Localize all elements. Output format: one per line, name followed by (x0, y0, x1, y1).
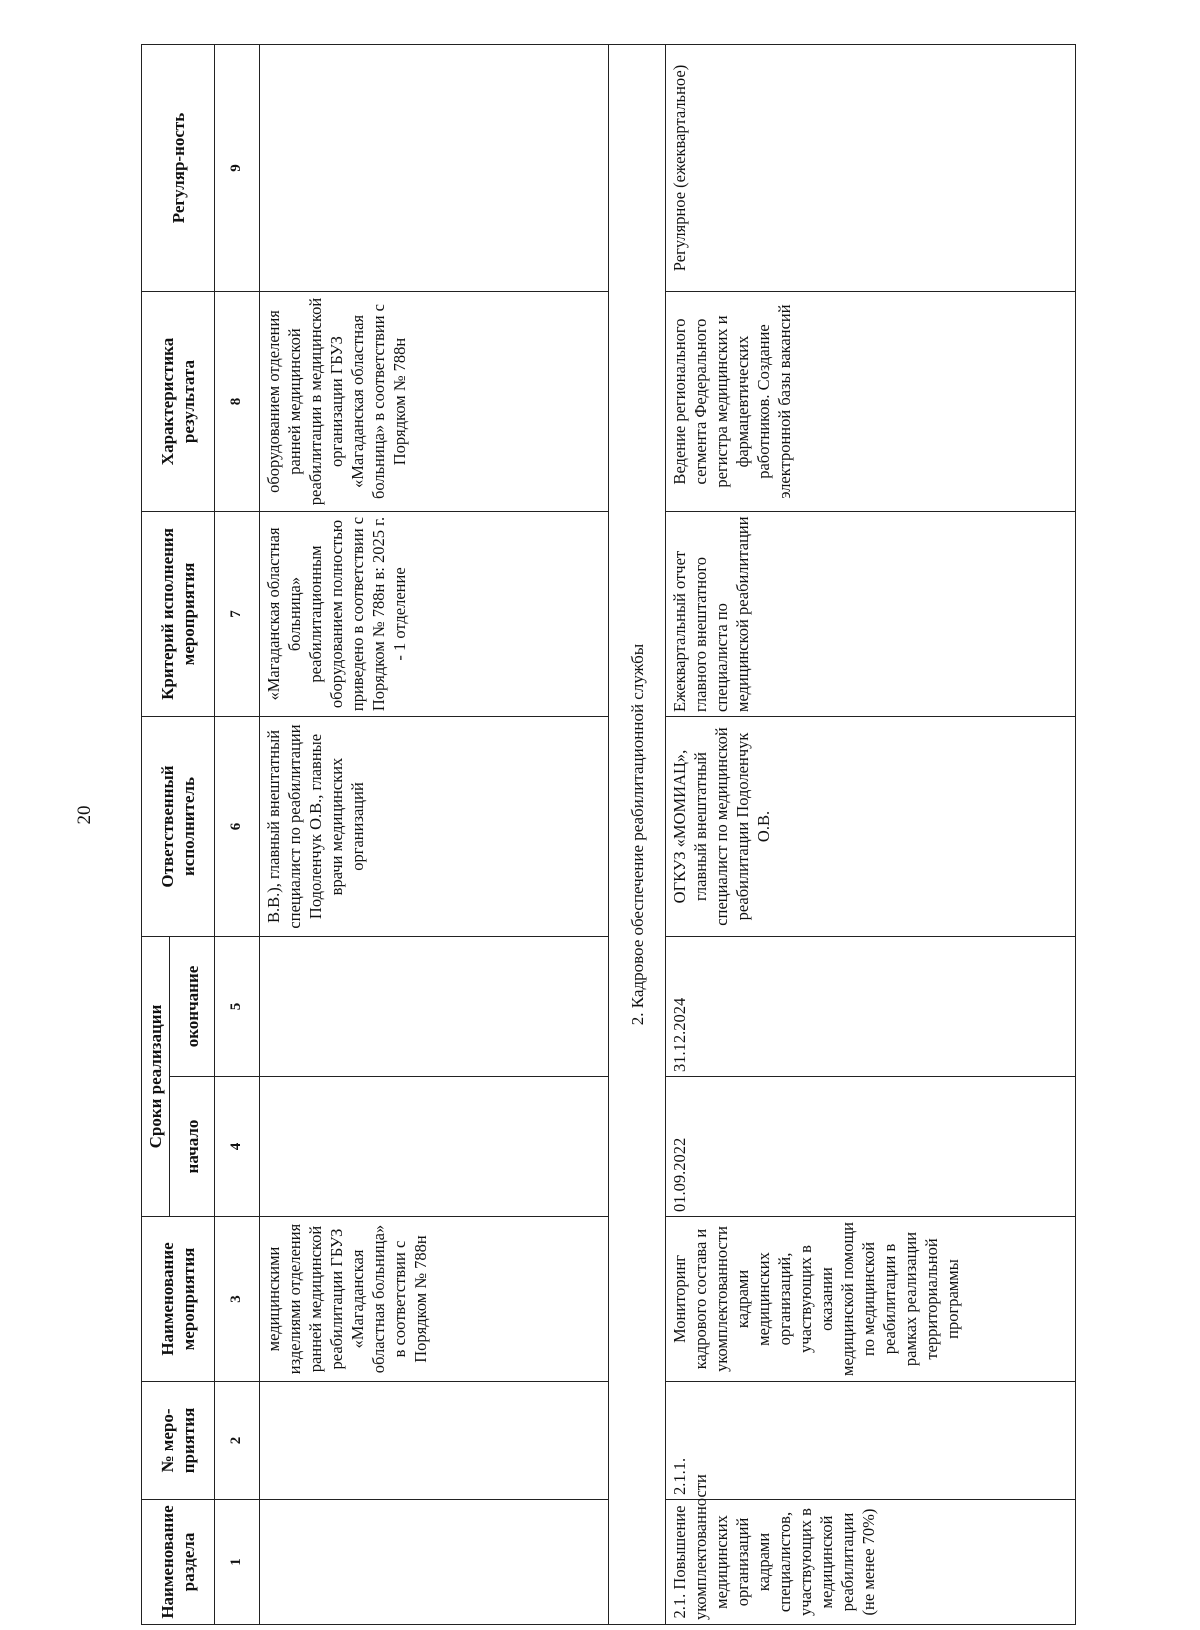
cell-event-name: Мониторинг кадрового состава и укомплектованности кадрами медицинских организаций, участвующих в оказании медицинской помощи по медицинской реабилитации в рамках реализации территориальной программы (666, 1217, 1076, 1382)
cell-section-name (259, 1500, 608, 1625)
cell-end (259, 937, 608, 1077)
column-number: 9 (215, 45, 260, 292)
column-number: 1 (215, 1500, 260, 1625)
cell-event-number (259, 1382, 608, 1500)
header-result: Характеристика результата (142, 292, 215, 512)
cell-result: Ведение регионального сегмента Федерального регистра медицинских и фармацевтических работников. Создание электронной базы вакансий (666, 292, 1076, 512)
cell-start: 01.09.2022 (666, 1077, 1076, 1217)
cell-regularity (259, 45, 608, 292)
column-number: 5 (215, 937, 260, 1077)
cell-end: 31.12.2024 (666, 937, 1076, 1077)
section-row (609, 45, 666, 1625)
header-period: Сроки реализации (142, 937, 170, 1217)
table-row (259, 45, 608, 1625)
rotated-table-container (141, 45, 1076, 1625)
cell-event-number: 2.1.1. (666, 1382, 1076, 1500)
header-event-number: № меро-приятия (142, 1382, 215, 1500)
header-event-name: Наименование мероприятия (142, 1217, 215, 1382)
cell-criterion: «Магаданская областная больница» реабилитационным оборудованием полностью приведено в соответствии с Порядком № 788н в: 2025 г. - 1 отделение (259, 512, 608, 717)
cell-criterion: Ежеквартальный отчет главного внештатного специалиста по медицинской реабилитации (666, 512, 1076, 717)
column-number-row (215, 45, 260, 1625)
cell-result: оборудованием отделения ранней медицинской реабилитации в медицинской организации ГБУЗ «Магаданская областная больница» в соответствии с Порядком № 788н (259, 292, 608, 512)
header-responsible: Ответственный исполнитель (142, 717, 215, 937)
header-start: начало (170, 1077, 215, 1217)
header-row (142, 45, 170, 1625)
header-section-name: Наименование раздела (142, 1500, 215, 1625)
cell-event-name: медицинскими изделиями отделения ранней медицинской реабилитации ГБУЗ «Магаданская областная больница» в соответствии с Порядком № 788н (259, 1217, 608, 1382)
page-number: 20 (74, 805, 95, 825)
header-end: окончание (170, 937, 215, 1077)
cell-section-name: 2.1. Повышение укомплектованности медицинских организаций кадрами специалистов, участвующих в медицинской реабилитации (не менее 70%) (666, 1500, 1076, 1625)
table-row (666, 45, 1076, 1625)
header-regularity: Регуляр-ность (142, 45, 215, 292)
header-criterion: Критерий исполнения мероприятия (142, 512, 215, 717)
column-number: 8 (215, 292, 260, 512)
column-number: 2 (215, 1382, 260, 1500)
cell-start (259, 1077, 608, 1217)
section-title: 2. Кадровое обеспечение реабилитационной службы (609, 45, 666, 1625)
cell-responsible: ОГКУЗ «МОМИАЦ», главный внештатный специалист по медицинской реабилитации Подоленчук О.В. (666, 717, 1076, 937)
column-number: 7 (215, 512, 260, 717)
plan-table (141, 44, 1076, 1625)
column-number: 6 (215, 717, 260, 937)
column-number: 4 (215, 1077, 260, 1217)
cell-regularity: Регулярное (ежеквартальное) (666, 45, 1076, 292)
cell-responsible: В.В.), главный внештатный специалист по реабилитации Подоленчук О.В., главные врачи медицинских организаций (259, 717, 608, 937)
column-number: 3 (215, 1217, 260, 1382)
